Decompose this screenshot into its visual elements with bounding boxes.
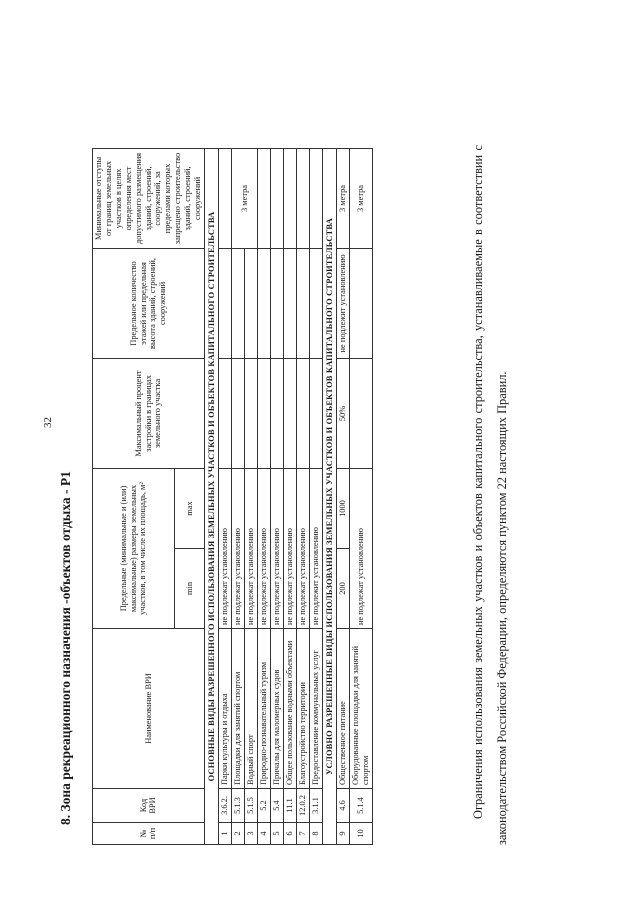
header-max: max: [175, 468, 205, 548]
row-max: 1000: [336, 468, 349, 548]
row-code: 5.4: [270, 789, 283, 823]
row-number: 6: [283, 823, 296, 845]
table-row: [231, 148, 244, 844]
header-floors: Предельное количество этажей или предельная высота зданий, строений, сооружений: [93, 248, 205, 358]
table-row: [283, 148, 296, 844]
row-size: не подлежат установлению: [257, 468, 270, 628]
row-size: не подлежат установлению: [231, 468, 244, 628]
row-code: 3.1.1: [309, 789, 322, 823]
row-name: Предоставление коммунальных услуг: [309, 629, 322, 789]
row-code: 5.1.4: [349, 789, 372, 823]
table-row: [336, 148, 349, 844]
row-name: Природно-познавательный туризм: [257, 629, 270, 789]
row-name: Площадки для занятий спортом: [231, 629, 244, 789]
row-min: 200: [336, 549, 349, 629]
row-size: не подлежат установлению: [283, 468, 296, 628]
row-size: не подлежат установлению: [349, 468, 372, 628]
row-name: Причалы для маломерных судов: [270, 629, 283, 789]
row-size: не подлежат установлению: [244, 468, 257, 628]
header-number: № п/п: [93, 823, 205, 845]
row-name: Оборудованные площадки для занятий спортом: [349, 629, 372, 789]
section-title: 8. Зона рекреационного назначения -объектов отдыха - Р1: [58, 471, 73, 825]
section-main-label: ОСНОВНЫЕ ВИДЫ РАЗРЕШЕННОГО ИСПОЛЬЗОВАНИЯ ЗЕМЕЛЬНЫХ УЧАСТКОВ И ОБЪЕКТОВ КАПИТАЛЬНОГО СТРОИТЕЛЬСТВА: [204, 148, 218, 844]
header-sizes: Предельные (минимальные и (или) максимальные) размеры земельных участков, в том числе их площадь, м²: [93, 468, 175, 628]
row-percent: 50%: [336, 358, 349, 468]
row-name: Благоустройство территории: [296, 629, 309, 789]
row-code: 4.6: [336, 789, 349, 823]
table-row: [270, 148, 283, 844]
row-number: 2: [231, 823, 244, 845]
row-size: не подлежит установлению: [309, 468, 322, 628]
row-code: 5.2: [257, 789, 270, 823]
row-setback: 3 метра: [336, 148, 349, 248]
rotated-page-content: [0, 85, 640, 905]
table-row: [349, 148, 372, 844]
section-row-main: [204, 148, 218, 844]
row-number: 9: [336, 823, 349, 845]
row-name: Общественное питание: [336, 629, 349, 789]
row-name: Общее пользование водными объектами: [283, 629, 296, 789]
row-number: 3: [244, 823, 257, 845]
main-setback: 3 метра: [231, 148, 257, 248]
row-number: 8: [309, 823, 322, 845]
row-floors: не подлежит установлению: [336, 248, 349, 358]
row-size: не подлежат установлению: [296, 468, 309, 628]
regulations-table: [92, 148, 373, 845]
row-code: 12.0.2: [296, 789, 309, 823]
section-conditional-label: УСЛОВНО РАЗРЕШЕННЫЕ ВИДЫ ИСПОЛЬЗОВАНИЯ ЗЕМЕЛЬНЫХ УЧАСТКОВ И ОБЪЕКТОВ КАПИТАЛЬНОГО СТРОИТЕЛЬСТВА: [322, 148, 336, 844]
row-code: 5.1.3: [231, 789, 244, 823]
row-setback: 3 метра: [349, 148, 372, 248]
row-name: Водный спорт: [244, 629, 257, 789]
header-code: Код ВРИ: [93, 789, 205, 823]
table-row: [296, 148, 309, 844]
restrictions-note: Ограничения использования земельных участков и объектов капитального строительства, устанавливаемые в соответствии с законодательством Российской Федерации, определяются пунктом 22 настоящих Правил.: [471, 145, 509, 845]
row-number: 7: [296, 823, 309, 845]
section-row-conditional: [322, 148, 336, 844]
header-percent: Максимальный процент застройки в границах земельного участка: [93, 358, 205, 468]
row-number: 5: [270, 823, 283, 845]
header-name: Наименование ВРИ: [93, 629, 205, 789]
table-row: [309, 148, 322, 844]
table-row: [218, 148, 231, 844]
header-setbacks: Минимальные отступы от границ земельных участков в целях определения мест допустимого размещения зданий, строений, сооружений, за пределами которых запрещено строительство зданий, строений, сооружений: [93, 148, 205, 248]
row-name: Парки культуры и отдыха: [218, 629, 231, 789]
row-size: не подлежат установлению: [270, 468, 283, 628]
row-number: 1: [218, 823, 231, 845]
row-number: 4: [257, 823, 270, 845]
row-code: 5.1.5: [244, 789, 257, 823]
page-number: 32: [42, 417, 54, 428]
header-min: min: [175, 549, 205, 629]
row-number: 10: [349, 823, 372, 845]
row-code: 11.1: [283, 789, 296, 823]
row-code: 3.6.2.: [218, 789, 231, 823]
row-size: не подлежат установлению: [218, 468, 231, 628]
table-row: [257, 148, 270, 844]
table-row: [244, 148, 257, 844]
table-header-row: [93, 148, 175, 844]
